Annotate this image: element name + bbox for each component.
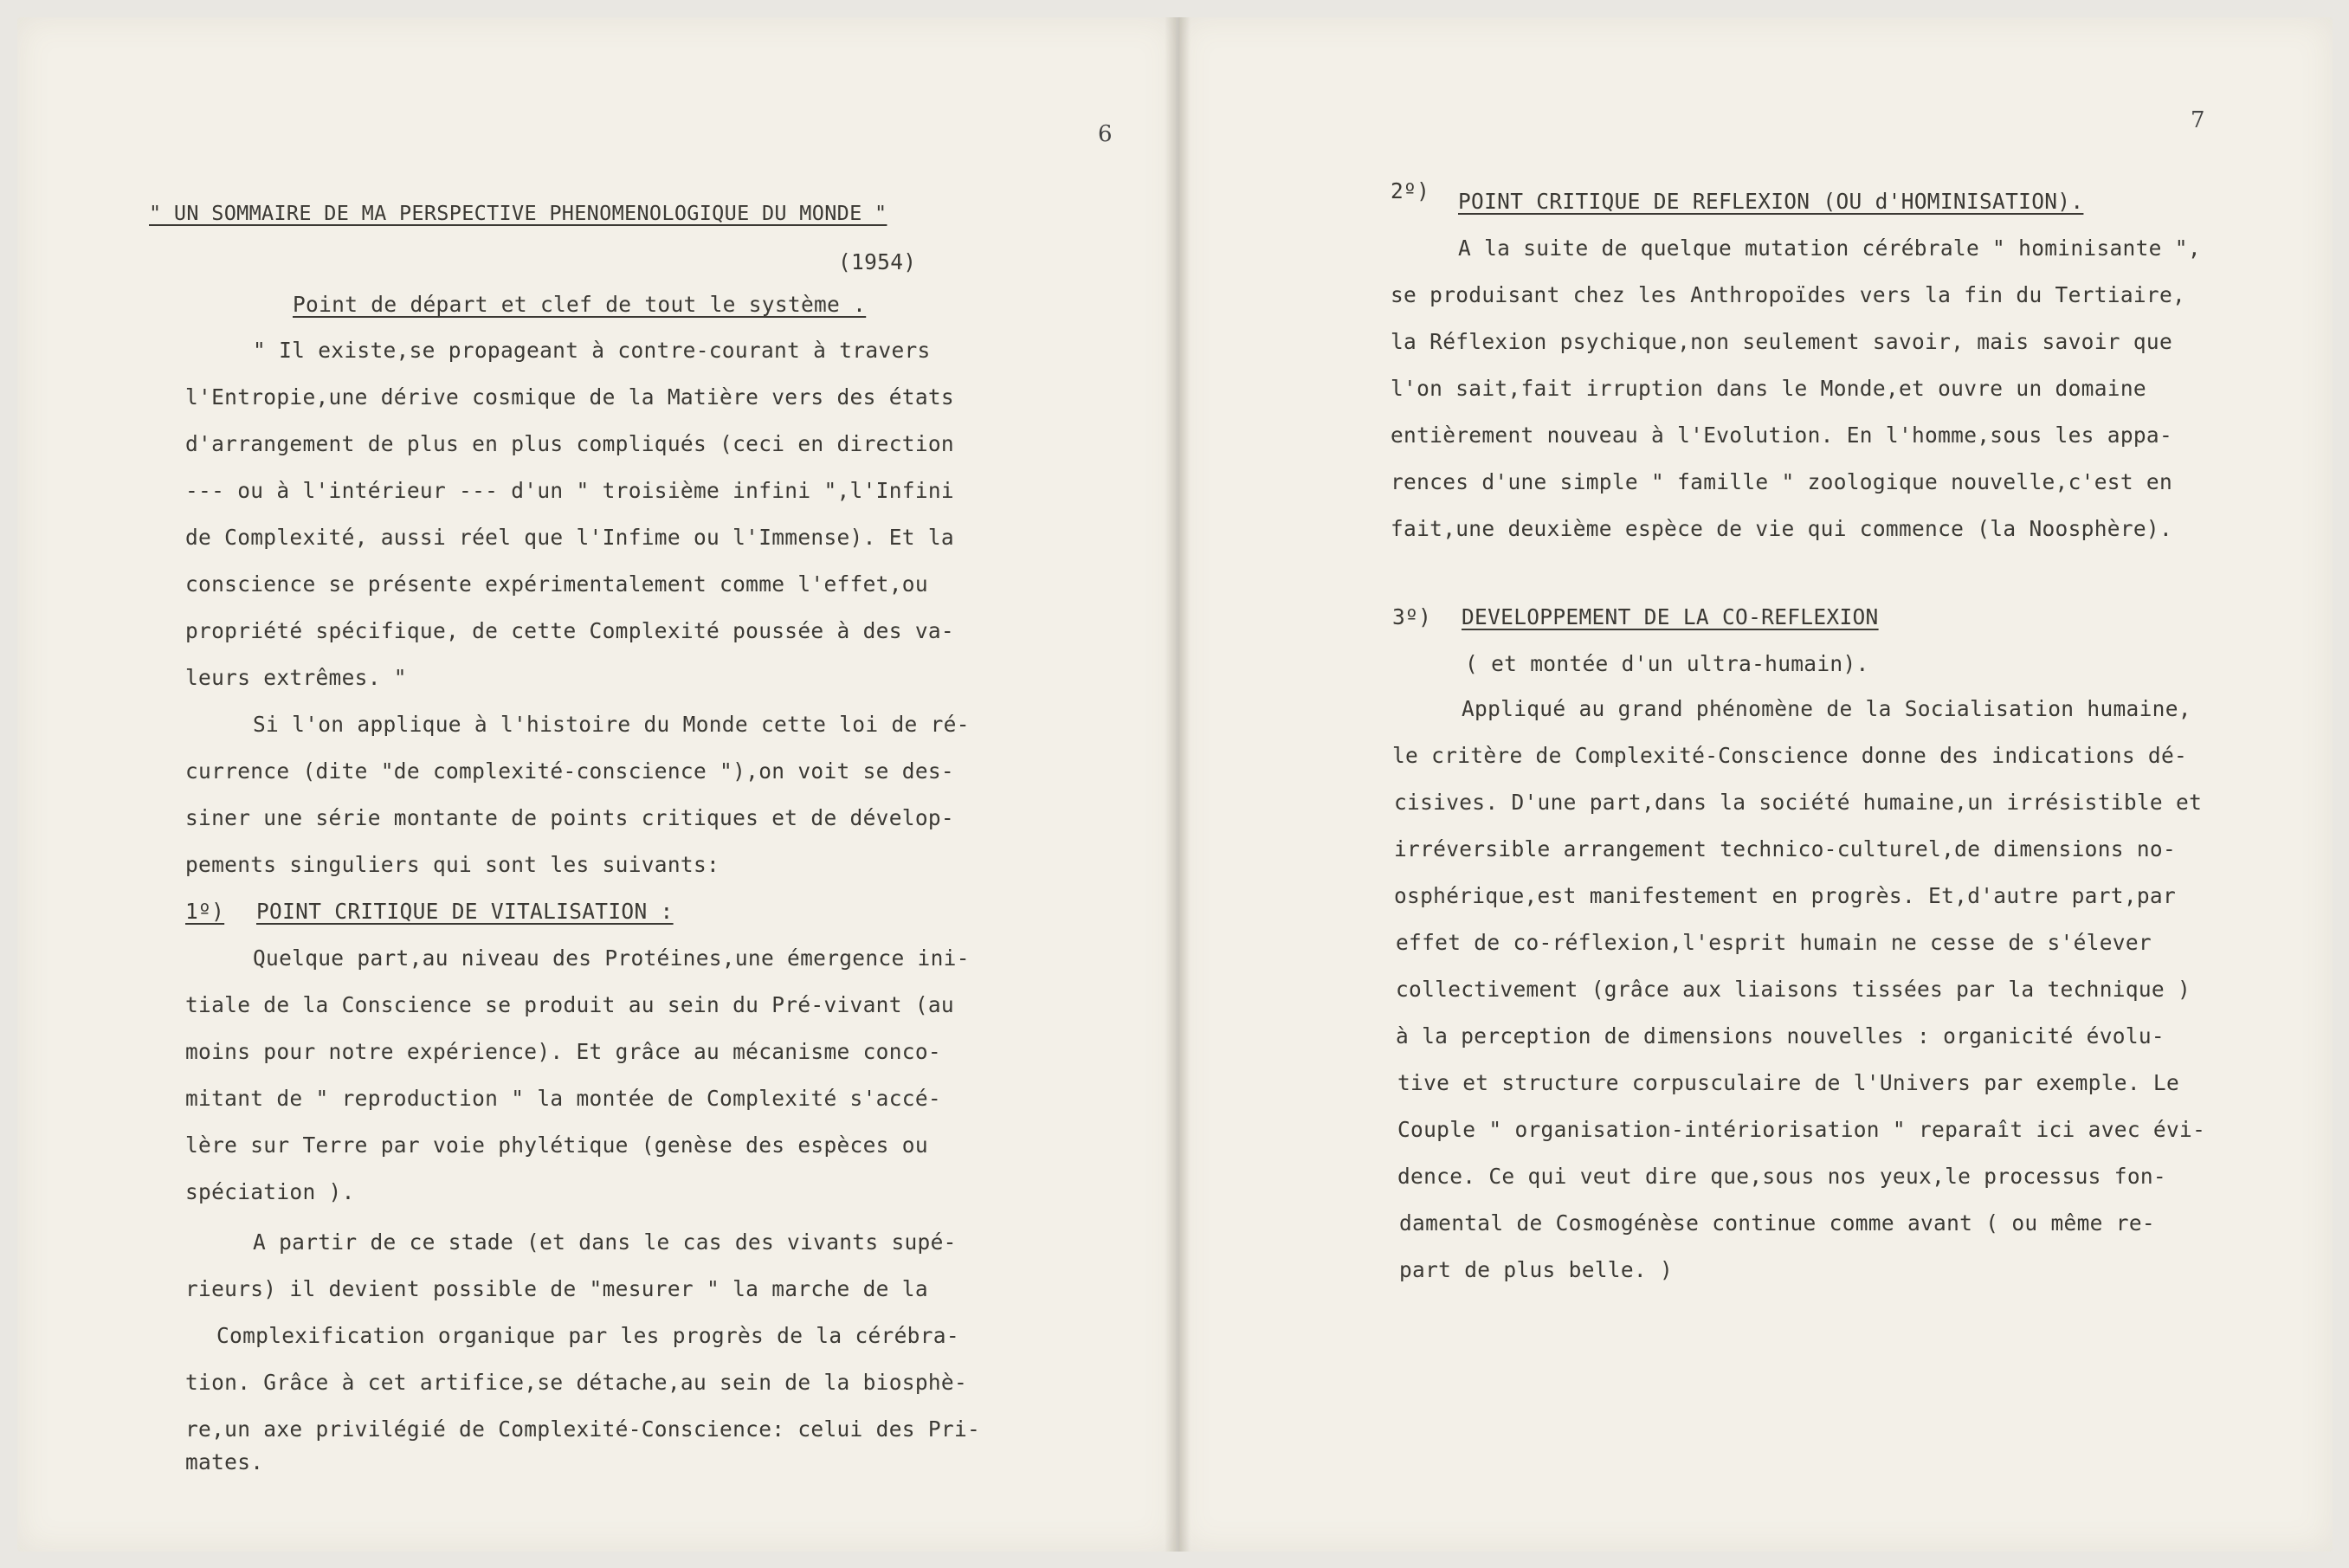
paragraph-line: l'on sait,fait irruption dans le Monde,et ouvre un domaine xyxy=(1391,376,2146,401)
document-title: " UN SOMMAIRE DE MA PERSPECTIVE PHENOMENOLOGIQUE DU MONDE " xyxy=(149,201,887,225)
paragraph-line: " Il existe,se propageant à contre-courant à travers xyxy=(253,338,931,363)
paragraph-line: cisives. D'une part,dans la société humaine,un irrésistible et xyxy=(1394,790,2203,815)
paragraph-line: d'arrangement de plus en plus compliqués (ceci en direction xyxy=(185,431,954,456)
paragraph-line: collectivement (grâce aux liaisons tissées par la technique ) xyxy=(1396,977,2191,1002)
paragraph-line: re,un axe privilégié de Complexité-Conscience: celui des Pri- xyxy=(185,1416,981,1442)
paragraph-line: A partir de ce stade (et dans le cas des vivants supé- xyxy=(253,1229,957,1255)
paragraph-line: rieurs) il devient possible de "mesurer " la marche de la xyxy=(185,1276,928,1301)
paragraph-line: mitant de " reproduction " la montée de Complexité s'accé- xyxy=(185,1086,941,1111)
paragraph-line: leurs extrêmes. " xyxy=(185,665,407,690)
paragraph-line: à la perception de dimensions nouvelles : organicité évolu- xyxy=(1396,1023,2165,1049)
paragraph-line: l'Entropie,une dérive cosmique de la Matière vers des états xyxy=(185,384,954,410)
paragraph-line: mates. xyxy=(185,1449,264,1474)
paragraph-line: tion. Grâce à cet artifice,se détache,au sein de la biosphè- xyxy=(185,1370,968,1395)
section-title: POINT CRITIQUE DE VITALISATION : xyxy=(256,899,674,924)
section-title: POINT CRITIQUE DE REFLEXION (OU d'HOMINISATION). xyxy=(1458,189,2084,214)
paragraph-line: fait,une deuxième espèce de vie qui commence (la Noosphère). xyxy=(1391,516,2173,541)
paragraph-line: pements singuliers qui sont les suivants: xyxy=(185,852,720,877)
page-gutter xyxy=(1165,17,1191,1552)
paragraph-line: damental de Cosmogénèse continue comme avant ( ou même re- xyxy=(1399,1210,2155,1236)
section-subtitle: ( et montée d'un ultra-humain). xyxy=(1465,651,1869,676)
paragraph-line: irréversible arrangement technico-culturel,de dimensions no- xyxy=(1394,836,2177,861)
paragraph-line: siner une série montante de points critiques et de dévelop- xyxy=(185,805,954,830)
paragraph-line: de Complexité, aussi réel que l'Infime ou l'Immense). Et la xyxy=(185,525,954,550)
paragraph-line: propriété spécifique, de cette Complexité poussée à des va- xyxy=(185,618,954,643)
paragraph-line: Quelque part,au niveau des Protéines,une émergence ini- xyxy=(253,945,970,971)
paragraph-line: currence (dite "de complexité-conscience "),on voit se des- xyxy=(185,758,954,784)
paragraph-line: la Réflexion psychique,non seulement savoir, mais savoir que xyxy=(1391,329,2173,354)
paragraph-line: le critère de Complexité-Conscience donne des indications dé- xyxy=(1392,743,2188,768)
paragraph-line: tiale de la Conscience se produit au sein du Pré-vivant (au xyxy=(185,992,954,1017)
page-number-right: 7 xyxy=(2191,107,2205,133)
document-subtitle: Point de départ et clef de tout le système . xyxy=(293,292,867,317)
section-title: DEVELOPPEMENT DE LA CO-REFLEXION xyxy=(1462,604,1879,629)
paragraph-line: tive et structure corpusculaire de l'Univers par exemple. Le xyxy=(1397,1070,2180,1095)
section-number: 3º) xyxy=(1392,604,1432,629)
paragraph-line: conscience se présente expérimentalement comme l'effet,ou xyxy=(185,571,928,597)
paragraph-line: effet de co-réflexion,l'esprit humain ne cesse de s'élever xyxy=(1396,930,2152,955)
paragraph-line: Couple " organisation-intériorisation " reparaît ici avec évi- xyxy=(1397,1117,2206,1142)
paragraph-line: spéciation ). xyxy=(185,1179,355,1204)
paragraph-line: rences d'une simple " famille " zoologique nouvelle,c'est en xyxy=(1391,469,2173,494)
page-number-left: 6 xyxy=(1098,121,1113,147)
paragraph-line: lère sur Terre par voie phylétique (genèse des espèces ou xyxy=(185,1132,928,1158)
left-page xyxy=(17,17,1176,1552)
paragraph-line: Complexification organique par les progrès de la cérébra- xyxy=(216,1323,959,1348)
paragraph-line: moins pour notre expérience). Et grâce au mécanisme conco- xyxy=(185,1039,941,1064)
paragraph-line: Si l'on applique à l'histoire du Monde cette loi de ré- xyxy=(253,712,970,737)
section-number: 2º) xyxy=(1391,178,1430,203)
document-year: (1954) xyxy=(838,249,917,274)
section-number: 1º) xyxy=(185,899,225,924)
paragraph-line: --- ou à l'intérieur --- d'un " troisième infini ",l'Infini xyxy=(185,478,954,503)
paragraph-line: A la suite de quelque mutation cérébrale " hominisante ", xyxy=(1458,236,2201,261)
paragraph-line: se produisant chez les Anthropoïdes vers la fin du Tertiaire, xyxy=(1391,282,2186,307)
paragraph-line: dence. Ce qui veut dire que,sous nos yeux,le processus fon- xyxy=(1397,1164,2166,1189)
paragraph-line: entièrement nouveau à l'Evolution. En l'homme,sous les appa- xyxy=(1391,423,2173,448)
paragraph-line: part de plus belle. ) xyxy=(1399,1257,1674,1282)
paragraph-line: Appliqué au grand phénomène de la Socialisation humaine, xyxy=(1462,696,2191,721)
paragraph-line: osphérique,est manifestement en progrès. Et,d'autre part,par xyxy=(1394,883,2177,908)
